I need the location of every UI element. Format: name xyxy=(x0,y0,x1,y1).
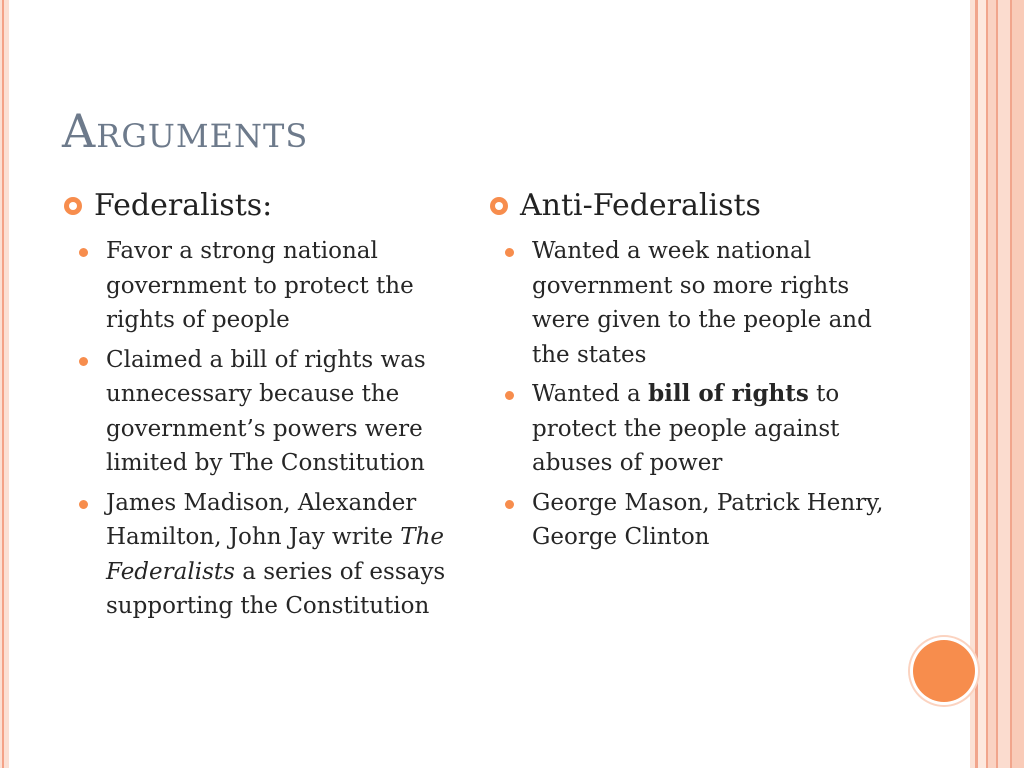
orange-bullet-icon xyxy=(64,197,82,215)
slide-title: Arguments xyxy=(62,104,309,158)
federalists-bullet-bill-of-rights: Claimed a bill of rights was unnecessary because the government’s powers were limited by The Constitution xyxy=(106,343,454,481)
anti-federalists-bullet-bill-of-rights xyxy=(532,377,890,481)
left-border-line xyxy=(2,0,4,768)
federalists-bullet-strong-government: Favor a strong national government to protect the rights of people xyxy=(106,234,454,338)
bill-text: Wanted a xyxy=(532,381,649,407)
federalists-heading xyxy=(64,186,454,226)
anti-federalists-bullet-list xyxy=(490,234,890,555)
right-stripe xyxy=(978,0,986,768)
federalists-bullet-list xyxy=(64,234,454,624)
anti-federalists-bullet-weak-government: Wanted a week national government so more rights were given to the people and the states xyxy=(532,234,890,372)
federalists-heading-text: Federalists: xyxy=(94,188,273,223)
bill-text-end: to protect the people against abuses of power xyxy=(532,381,840,476)
authors-text: James Madison, Alexander Hamilton, John Jay write xyxy=(106,489,417,550)
authors-text-end: a series of essays supporting the Constitution xyxy=(106,558,446,619)
decorative-circle xyxy=(913,640,975,702)
anti-federalists-column xyxy=(490,186,890,560)
right-stripe xyxy=(1012,0,1024,768)
federalists-bullet-authors xyxy=(106,486,454,624)
anti-federalists-heading-text: Anti-Federalists xyxy=(520,188,761,223)
bill-of-rights-emphasis: bill of rights xyxy=(648,380,809,407)
right-stripe xyxy=(988,0,996,768)
anti-federalists-heading xyxy=(490,186,890,226)
orange-bullet-icon xyxy=(490,197,508,215)
federalists-papers-title: The Federalists xyxy=(106,524,445,585)
right-stripe xyxy=(998,0,1010,768)
federalists-column xyxy=(64,186,454,629)
anti-federalists-bullet-leaders: George Mason, Patrick Henry, George Clinton xyxy=(532,486,890,555)
